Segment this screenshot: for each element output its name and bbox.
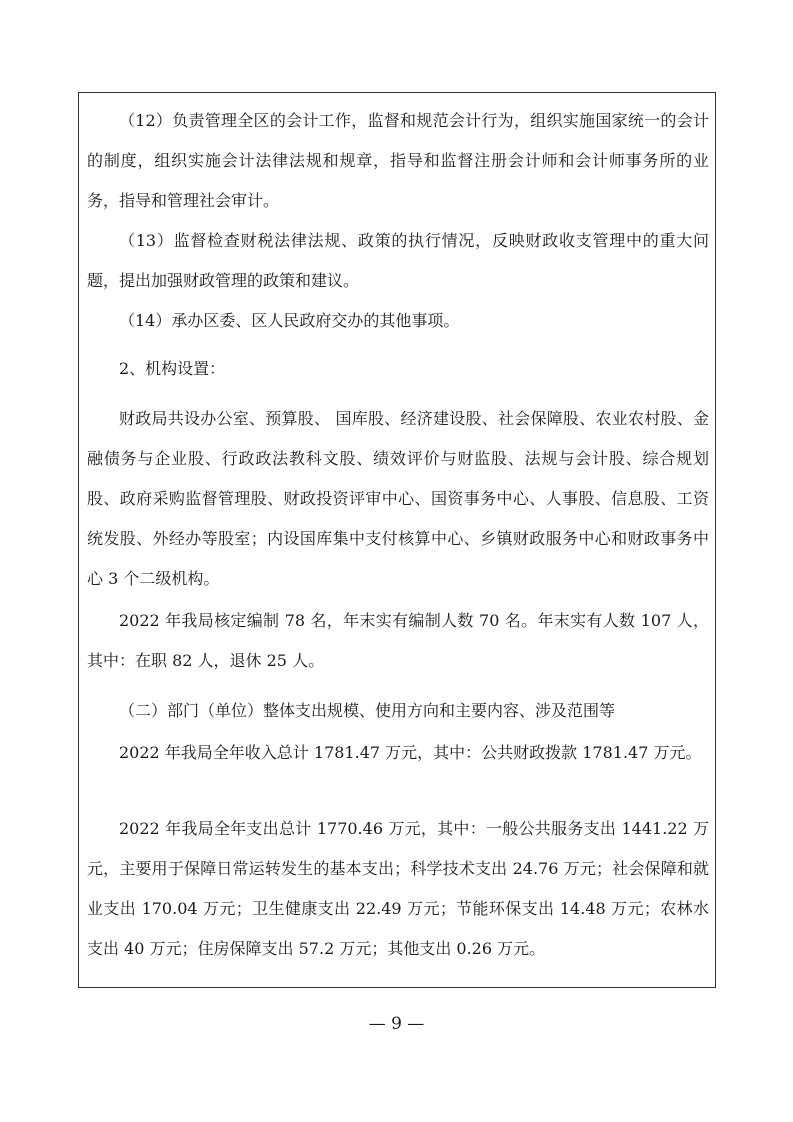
heading-expenditure-scope: （二）部门（单位）整体支出规模、使用方向和主要内容、涉及范围等 xyxy=(119,701,616,720)
paragraph-staffing: 2022 年我局核定编制 78 名，年末实有编制人数 70 名。年末实有人数 107 人，其中：在职 82 人，退休 25 人。 xyxy=(87,611,709,670)
content-frame xyxy=(78,92,716,988)
paragraph-income: 2022 年我局全年收入总计 1781.47 万元，其中：公共财政拨款 1781.47 万元。 xyxy=(119,743,702,762)
paragraph-supervision-duties: （13）监督检查财税法律法规、政策的执行情况，反映财政收支管理中的重大问题，提出加强财政管理的政策和建议。 xyxy=(87,231,709,290)
paragraph-organization-list: 财政局共设办公室、预算股、 国库股、经济建设股、社会保障股、农业农村股、金融债务与企业股、行政政法教科文股、绩效评价与财监股、法规与会计股、综合规划股、政府采购监督管理股、财政投资评审中心、国资事务中心、人事股、信息股、工资统发股、外经办等股室；内设国库集中支付核算中心、乡镇财政服务中心和财政事务中心 3 个二级机构。 xyxy=(87,409,709,588)
page-number: — 9 — xyxy=(368,1014,425,1034)
paragraph-accounting-duties: （12）负责管理全区的会计工作，监督和规范会计行为，组织实施国家统一的会计的制度，组织实施会计法律法规和规章，指导和监督注册会计师和会计师事务所的业务，指导和管理社会审计。 xyxy=(87,111,709,210)
heading-organization-setup: 2、机构设置： xyxy=(119,359,226,378)
paragraph-expenditure: 2022 年我局全年支出总计 1770.46 万元，其中：一般公共服务支出 1441.22 万元，主要用于保障日常运转发生的基本支出；科学技术支出 24.76 万元；社会保障和就业支出 170.04 万元；卫生健康支出 22.49 万元；节能环保支出 14.48 万元；农林水支出 40 万元；住房保障支出 57.2 万元；其他支出 0.26 万元。 xyxy=(87,819,709,958)
paragraph-other-matters: （14）承办区委、区人民政府交办的其他事项。 xyxy=(119,311,460,330)
